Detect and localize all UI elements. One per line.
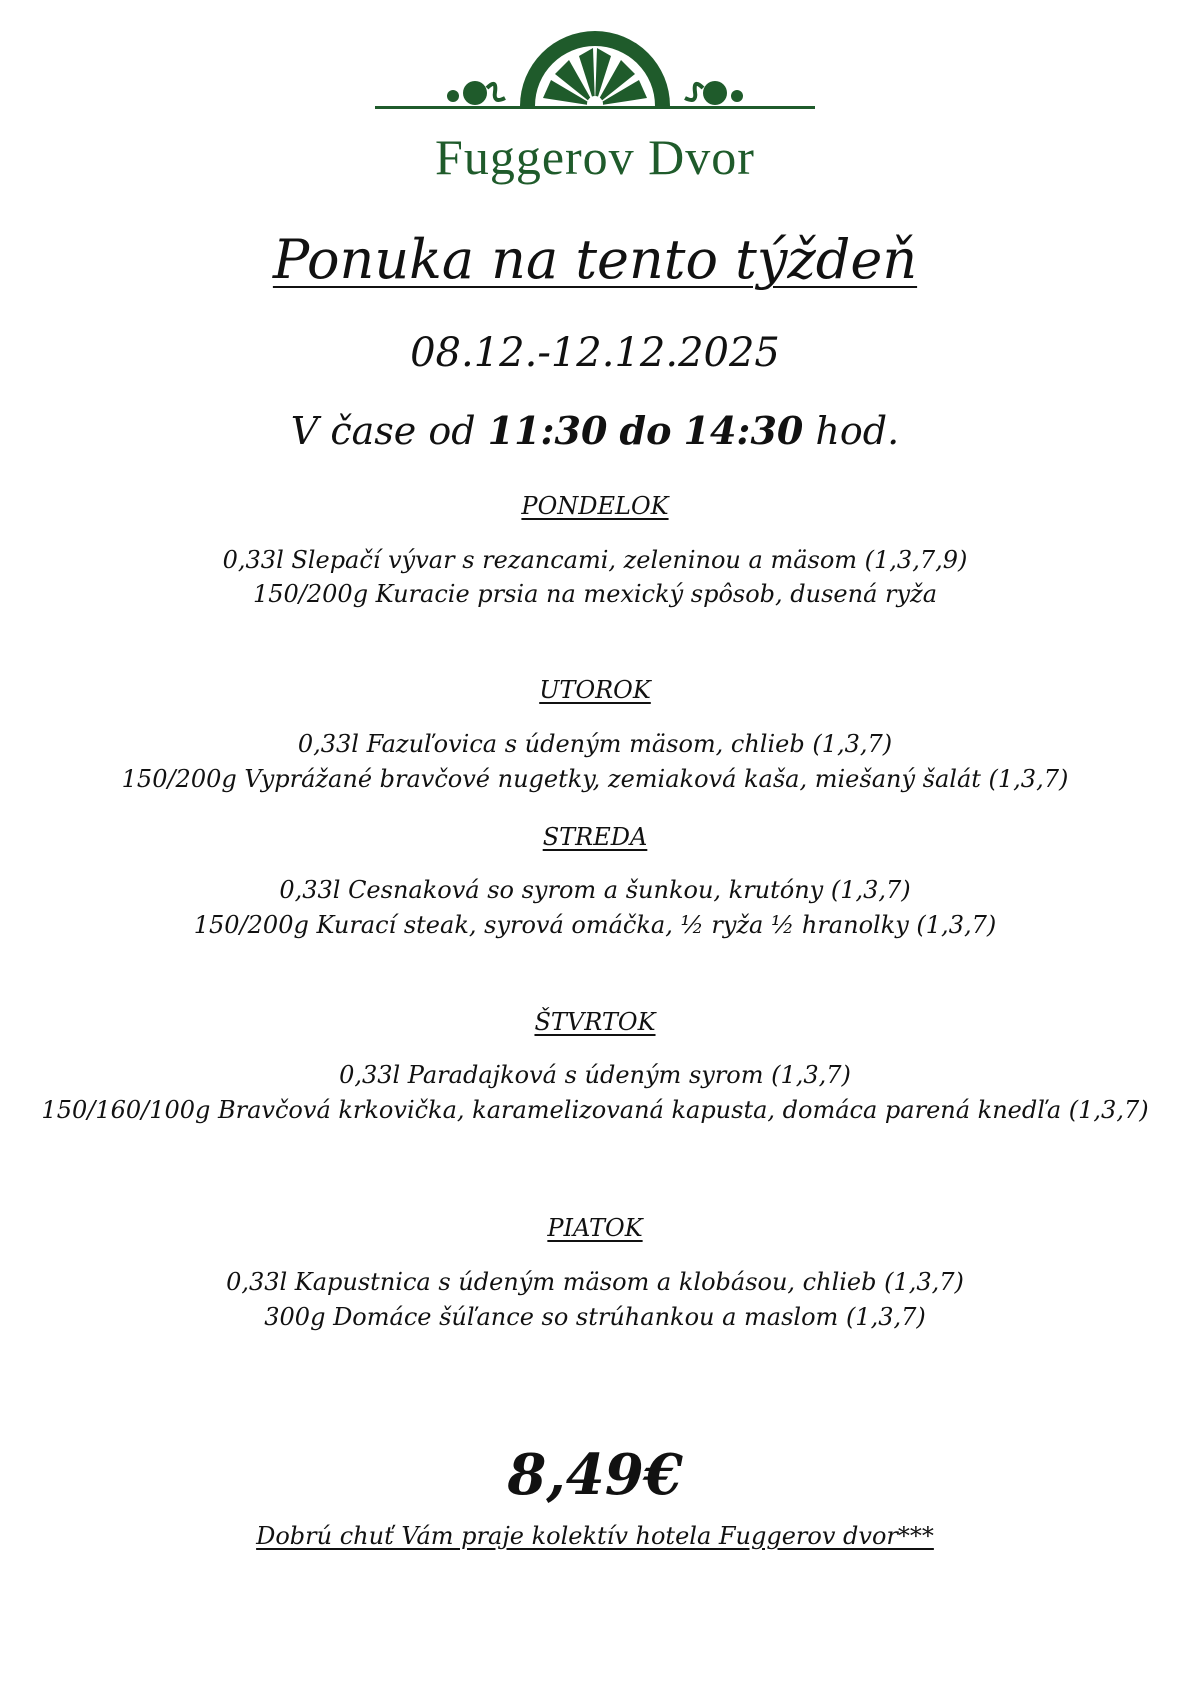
closing-greeting: Dobrú chuť Vám praje kolektív hotela Fuggerov dvor*** xyxy=(256,1522,934,1550)
day-name-monday: PONDELOK xyxy=(521,492,669,520)
menu-title: Ponuka na tento týždeň xyxy=(272,228,918,291)
day-name-wednesday: STREDA xyxy=(542,823,648,851)
time-from: 11:30 xyxy=(487,408,608,453)
day-name-thursday: ŠTVRTOK xyxy=(534,1008,656,1036)
serving-time xyxy=(0,408,1190,453)
dish-wednesday-main: 150/200g Kurací steak, syrová omáčka, ½ ryža ½ hranolky (1,3,7) xyxy=(193,911,997,939)
time-to: 14:30 xyxy=(683,408,804,453)
day-name-friday: PIATOK xyxy=(547,1214,643,1242)
time-prefix: V čase od xyxy=(290,409,476,453)
logo-wordmark: Fuggerov Dvor xyxy=(435,129,755,185)
day-name-tuesday: UTOROK xyxy=(539,676,651,704)
dish-wednesday-soup: 0,33l Cesnaková so syrom a šunkou, krutóny (1,3,7) xyxy=(279,876,911,904)
hotel-logo xyxy=(375,28,815,188)
date-range: 08.12.-12.12.2025 xyxy=(410,330,780,376)
dish-thursday-main: 150/160/100g Bravčová krkovička, karamelizovaná kapusta, domáca parená knedľa (1,3,7) xyxy=(41,1096,1149,1124)
dish-friday-main: 300g Domáce šúľance so strúhankou a maslom (1,3,7) xyxy=(264,1303,926,1331)
dish-tuesday-main: 150/200g Vyprážané bravčové nugetky, zemiaková kaša, miešaný šalát (1,3,7) xyxy=(121,765,1069,793)
time-to-word: do xyxy=(619,408,672,453)
dish-monday-soup: 0,33l Slepačí vývar s rezancami, zeleninou a mäsom (1,3,7,9) xyxy=(222,546,968,574)
time-suffix: hod. xyxy=(815,409,900,453)
sunburst-logo-icon xyxy=(375,28,815,128)
dish-monday-main: 150/200g Kuracie prsia na mexický spôsob, dusená ryža xyxy=(252,580,938,608)
dish-friday-soup: 0,33l Kapustnica s údeným mäsom a klobásou, chlieb (1,3,7) xyxy=(226,1268,964,1296)
menu-price: 8,49€ xyxy=(507,1442,683,1508)
dish-thursday-soup: 0,33l Paradajková s údeným syrom (1,3,7) xyxy=(339,1061,851,1089)
dish-tuesday-soup: 0,33l Fazuľovica s údeným mäsom, chlieb (1,3,7) xyxy=(297,730,893,758)
